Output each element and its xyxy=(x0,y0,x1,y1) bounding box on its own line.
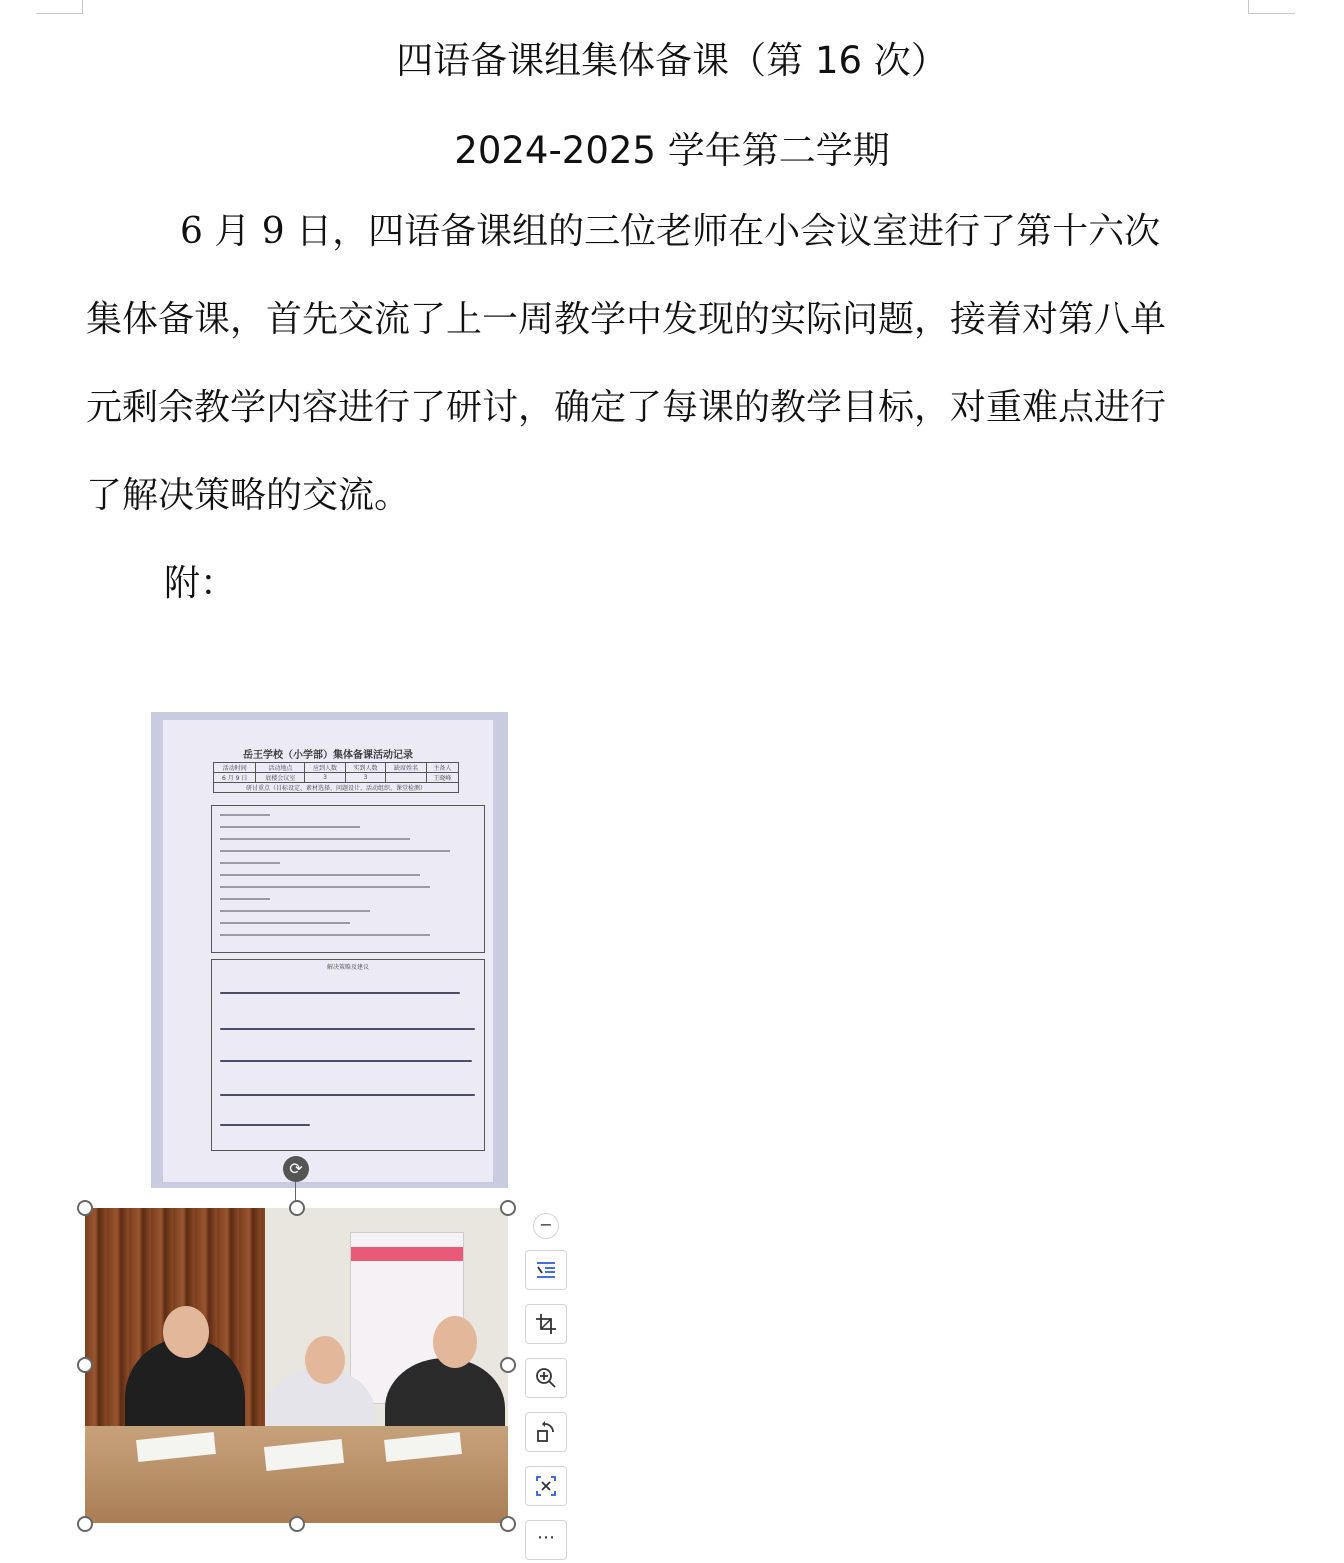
resize-handle-top-right[interactable] xyxy=(500,1200,516,1216)
handwriting-line xyxy=(220,1060,472,1062)
table-header: 主备人 xyxy=(426,763,458,773)
crop-button[interactable] xyxy=(525,1304,567,1344)
text-line xyxy=(220,910,370,912)
collapse-toolbar-button[interactable]: − xyxy=(533,1213,559,1239)
handwriting-line xyxy=(220,1124,310,1126)
text-line xyxy=(220,814,270,816)
resize-handle-bottom-right[interactable] xyxy=(500,1516,516,1532)
table-cell: 3 xyxy=(305,773,346,783)
handwriting-line xyxy=(220,992,460,994)
more-options-button[interactable]: ⋯ xyxy=(525,1520,567,1560)
handwriting-line xyxy=(220,1094,475,1096)
photo-head xyxy=(163,1306,209,1358)
paragraph-line: 6 月 9 日，四语备课组的三位老师在小会议室进行了第十六次 xyxy=(180,211,1161,252)
table-header: 活动时间 xyxy=(214,763,256,773)
attachment-label: 附： xyxy=(164,563,237,604)
strategy-heading: 解决策略及建议 xyxy=(326,964,369,971)
resize-handle-right[interactable] xyxy=(500,1357,516,1373)
page-corner-mark-right xyxy=(1248,0,1295,14)
document-title: 四语备课组集体备课（第 16 次） xyxy=(396,39,948,82)
table-cell: 6 月 9 日 xyxy=(214,773,256,783)
text-line xyxy=(220,826,360,828)
rotate-image-button[interactable] xyxy=(525,1412,567,1452)
table-section-header: 研讨重点（目标设定、素材选择、问题设计、活动组织、课堂检测） xyxy=(214,783,459,793)
strategy-box xyxy=(211,959,485,1151)
resize-handle-top-left[interactable] xyxy=(77,1200,93,1216)
resize-handle-bottom[interactable] xyxy=(289,1516,305,1532)
zoom-in-button[interactable] xyxy=(525,1358,567,1398)
wrap-text-icon xyxy=(535,1259,557,1281)
resize-handle-bottom-left[interactable] xyxy=(77,1516,93,1532)
handwriting-line xyxy=(220,1028,475,1030)
rotate-handle-icon[interactable]: ⟳ xyxy=(283,1156,309,1182)
paragraph-line: 集体备课，首先交流了上一周教学中发现的实际问题，接着对第八单 xyxy=(86,299,1167,340)
table-header: 实到人数 xyxy=(345,763,386,773)
text-line xyxy=(220,934,430,936)
document-subtitle: 2024-2025 学年第二学期 xyxy=(454,129,890,172)
table-cell: 底楼会议室 xyxy=(256,773,305,783)
extract-text-icon xyxy=(535,1475,557,1497)
table-header: 应到人数 xyxy=(305,763,346,773)
table-header: 缺席姓名 xyxy=(386,763,427,773)
rotate-icon xyxy=(535,1421,557,1443)
crop-icon xyxy=(535,1313,557,1335)
photo-head xyxy=(305,1336,345,1384)
record-table xyxy=(213,762,459,793)
resize-handle-left[interactable] xyxy=(77,1357,93,1373)
table-cell xyxy=(386,773,427,783)
wrap-text-button[interactable] xyxy=(525,1250,567,1290)
photo-head xyxy=(433,1316,477,1368)
table-cell: 王晓峰 xyxy=(426,773,458,783)
text-line xyxy=(220,850,450,852)
record-sheet-photo[interactable] xyxy=(151,712,508,1188)
text-line xyxy=(220,862,280,864)
text-line xyxy=(220,838,410,840)
table-header: 活动地点 xyxy=(256,763,305,773)
paragraph-line: 了解决策略的交流。 xyxy=(86,475,411,516)
text-line xyxy=(220,886,430,888)
table-cell: 3 xyxy=(345,773,386,783)
record-sheet-title: 岳王学校（小学部）集体备课活动记录 xyxy=(243,750,413,761)
zoom-in-icon xyxy=(535,1367,557,1389)
meeting-photo[interactable] xyxy=(85,1208,508,1523)
text-line xyxy=(220,922,350,924)
focus-box xyxy=(211,805,485,953)
paragraph-line: 元剩余教学内容进行了研讨，确定了每课的教学目标，对重难点进行 xyxy=(86,387,1167,428)
text-line xyxy=(220,874,420,876)
record-sheet xyxy=(163,720,493,1182)
poster-band xyxy=(351,1247,463,1261)
resize-handle-top[interactable] xyxy=(289,1200,305,1216)
extract-text-button[interactable] xyxy=(525,1466,567,1506)
text-line xyxy=(220,898,270,900)
body-paragraph xyxy=(86,188,1252,540)
page-corner-mark-left xyxy=(36,0,83,14)
